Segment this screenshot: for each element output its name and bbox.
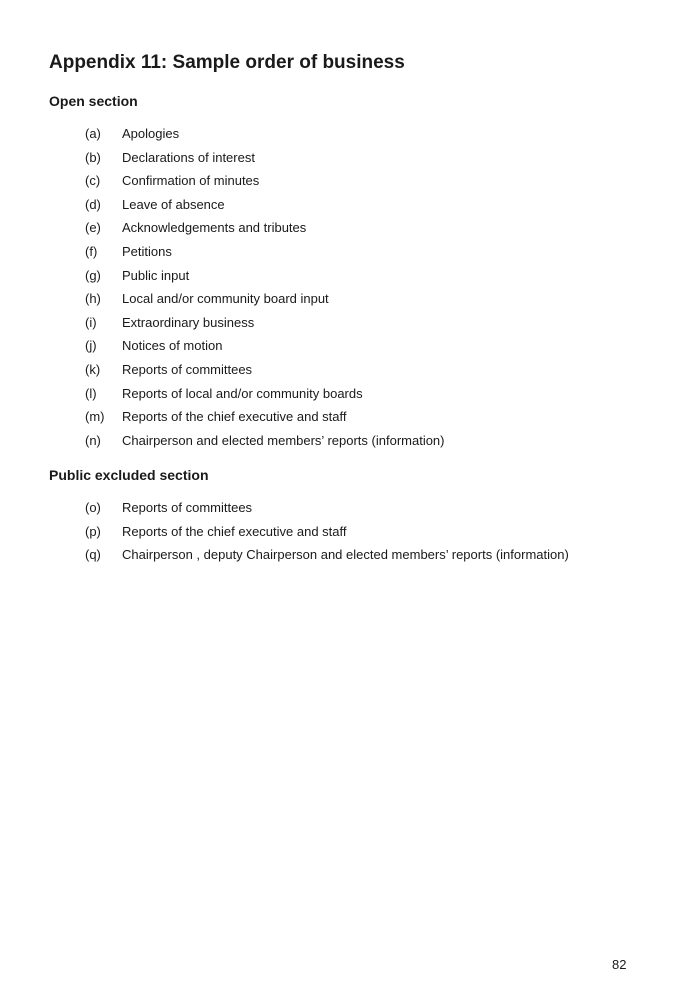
- item-letter: (e): [85, 220, 101, 236]
- item-text: Petitions: [122, 243, 172, 259]
- item-letter: (b): [85, 149, 101, 165]
- item-letter: (k): [85, 361, 101, 377]
- page-number: 82: [612, 957, 627, 972]
- item-text: Reports of the chief executive and staff: [122, 409, 347, 425]
- section-heading-public-excluded: Public excluded section: [49, 467, 209, 483]
- item-text: Public input: [122, 267, 190, 283]
- item-letter: (i): [85, 314, 97, 330]
- item-text: Reports of the chief executive and staff: [122, 523, 347, 539]
- item-text: Acknowledgements and tributes: [122, 220, 307, 236]
- item-text: Chairperson and elected members’ reports (information): [122, 432, 445, 448]
- item-text: Notices of motion: [122, 338, 223, 354]
- item-letter: (a): [85, 126, 101, 141]
- page-title: Appendix 11: Sample order of business: [49, 52, 405, 73]
- item-letter: (d): [85, 196, 101, 212]
- item-letter: (m): [85, 409, 105, 425]
- item-text: Apologies: [122, 126, 180, 141]
- item-letter: (g): [85, 267, 101, 283]
- item-letter: (f): [85, 243, 98, 259]
- item-text: Reports of committees: [122, 500, 253, 515]
- item-text: Extraordinary business: [122, 314, 255, 330]
- item-text: Leave of absence: [122, 196, 225, 212]
- item-letter: (h): [85, 291, 101, 307]
- item-letter: (j): [85, 338, 97, 354]
- item-letter: (c): [85, 173, 101, 189]
- item-letter: (l): [85, 385, 97, 401]
- item-text: Local and/or community board input: [122, 291, 329, 307]
- item-text: Chairperson , deputy Chairperson and elected members’ reports (information): [122, 547, 569, 563]
- item-letter: (p): [85, 523, 101, 539]
- item-letter: (o): [85, 500, 101, 515]
- item-text: Reports of local and/or community boards: [122, 385, 363, 401]
- section-heading-open: Open section: [49, 93, 138, 109]
- item-text: Declarations of interest: [122, 149, 255, 165]
- item-text: Confirmation of minutes: [122, 173, 260, 189]
- item-letter: (n): [85, 432, 101, 448]
- item-text: Reports of committees: [122, 361, 253, 377]
- item-letter: (q): [85, 547, 101, 563]
